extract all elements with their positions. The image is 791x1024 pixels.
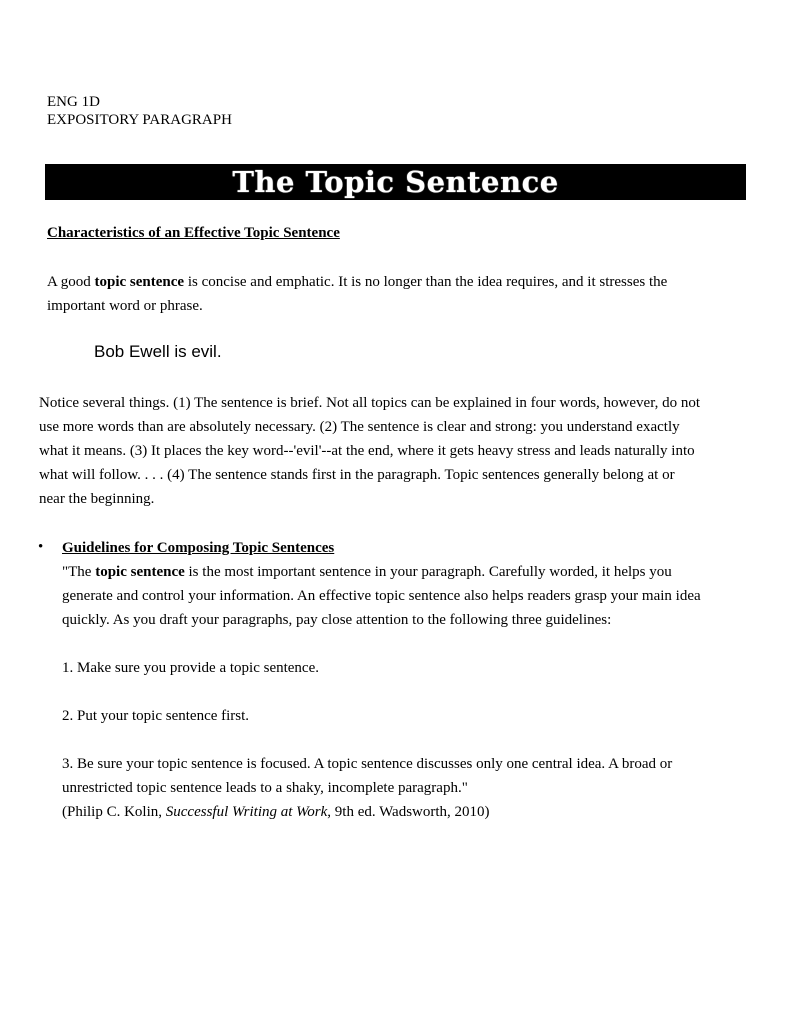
intro-text-start: A good: [47, 274, 95, 290]
intro-line-2: important word or phrase.: [47, 298, 203, 314]
example-sentence: Bob Ewell is evil.: [94, 342, 222, 361]
citation-details: , 9th ed. Wadsworth, 2010): [327, 804, 490, 820]
quote-line-1: [62, 560, 752, 584]
guideline-3-line-2: unrestricted topic sentence leads to a shaky, incomplete paragraph.": [62, 780, 468, 796]
section-heading-guidelines: Guidelines for Composing Topic Sentences: [62, 540, 335, 556]
notice-line: Notice several things. (1) The sentence is brief. Not all topics can be explained in four words, however, do not: [39, 395, 701, 411]
citation-book-title: Successful Writing at Work: [165, 804, 328, 820]
notice-paragraph: [39, 391, 773, 511]
intro-text-rest: is concise and emphatic. It is no longer than the idea requires, and it stresses the: [184, 274, 668, 290]
intro-paragraph: [47, 270, 747, 318]
quote-line-3: quickly. As you draft your paragraphs, pay close attention to the following three guidelines:: [62, 612, 612, 628]
bullet-marker: •: [38, 539, 44, 555]
course-code: ENG 1D: [47, 94, 100, 110]
notice-line: near the beginning.: [39, 491, 155, 507]
citation: [62, 800, 752, 824]
guideline-2: 2. Put your topic sentence first.: [62, 708, 250, 724]
quote-bold-term: topic sentence: [95, 564, 185, 580]
section-heading-characteristics: Characteristics of an Effective Topic Sentence: [47, 225, 340, 241]
unit-title: EXPOSITORY PARAGRAPH: [47, 112, 232, 128]
notice-line: use more words than are absolutely necessary. (2) The sentence is clear and strong: you understand exactly: [39, 419, 680, 435]
quote-line-2: generate and control your information. An effective topic sentence also helps readers grasp your main idea: [62, 588, 701, 604]
intro-line-1: [47, 270, 747, 294]
guidelines-section: [62, 536, 752, 824]
title-banner: [45, 164, 746, 200]
guideline-3-line-1: 3. Be sure your topic sentence is focused. A topic sentence discusses only one central idea. A broad or: [62, 756, 673, 772]
page-title: The Topic Sentence: [232, 165, 559, 199]
notice-line: what it means. (3) It places the key word--'evil'--at the end, where it gets heavy stress and leads naturally into: [39, 443, 695, 459]
quote-text-start: "The: [62, 564, 96, 580]
guideline-1: 1. Make sure you provide a topic sentence.: [62, 660, 319, 676]
notice-line: what will follow. . . . (4) The sentence stands first in the paragraph. Topic sentences generally belong at or: [39, 467, 675, 483]
quote-text-rest: is the most important sentence in your paragraph. Carefully worded, it helps you: [184, 564, 672, 580]
intro-bold-term: topic sentence: [94, 274, 185, 290]
citation-author: (Philip C. Kolin,: [62, 804, 166, 820]
